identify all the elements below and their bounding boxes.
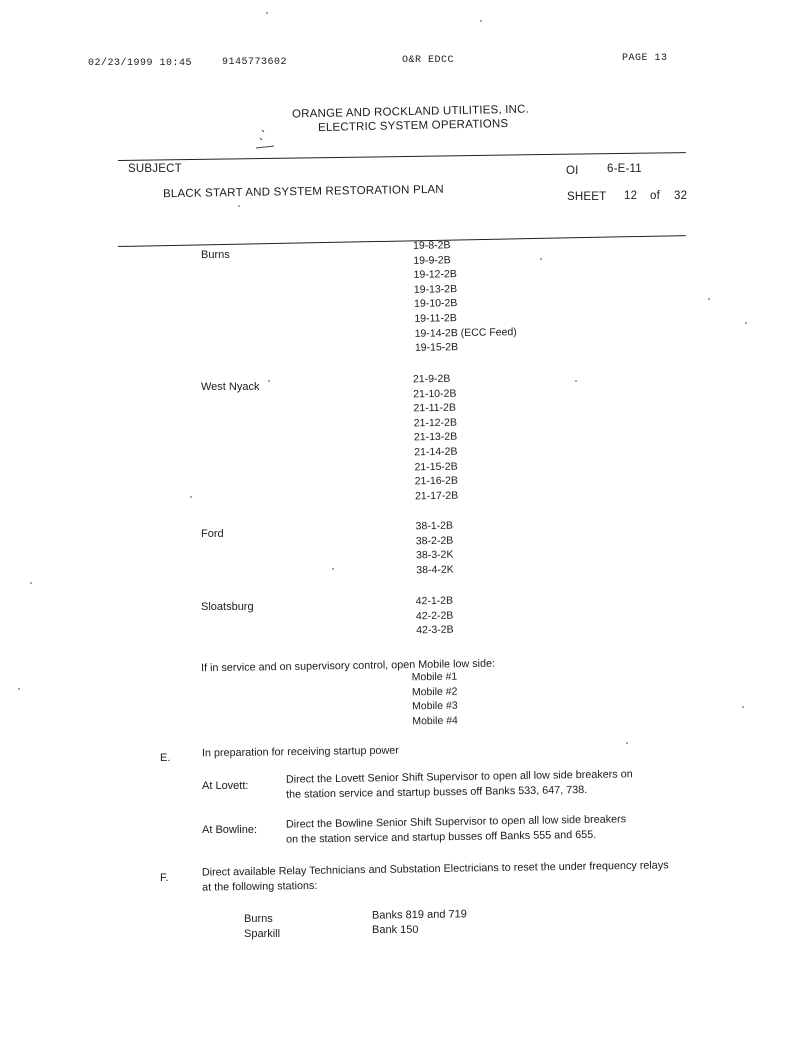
mobile-list	[412, 670, 458, 729]
scan-speck	[238, 205, 240, 207]
list-item: 19-9-2B	[413, 253, 451, 267]
fax-datetime: 02/23/1999 10:45	[88, 58, 193, 69]
list-item: 21-17-2B	[414, 489, 459, 503]
section-e-letter: E.	[160, 752, 171, 764]
scan-speck	[480, 20, 482, 22]
list-item: 21-11-2B	[413, 401, 457, 415]
scan-speck	[30, 582, 32, 584]
list-item: 38-3-2K	[416, 548, 454, 562]
section-f-station-sparkill: Sparkill	[244, 928, 281, 940]
scan-speck	[18, 688, 20, 690]
scan-speck	[575, 380, 577, 382]
list-item: Mobile #4	[412, 714, 458, 728]
station-name-sloatsburg: Sloatsburg	[201, 601, 254, 613]
scan-speck	[332, 568, 334, 570]
west-nyack-breaker-list	[413, 372, 458, 504]
sloatsburg-breaker-list	[416, 594, 454, 638]
list-item: 38-4-2K	[416, 563, 454, 577]
stray-mark-icon	[250, 126, 280, 152]
scan-speck	[708, 298, 710, 300]
doc-ref-value: 6-E-11	[607, 163, 642, 175]
sheet-number: 12	[624, 190, 638, 202]
scan-speck	[540, 258, 542, 260]
list-item: 42-3-2B	[416, 623, 454, 637]
list-item: 19-10-2B	[414, 297, 458, 311]
section-f-banks-sparkill: Bank 150	[372, 924, 419, 936]
scan-speck	[190, 496, 192, 498]
list-item: 21-9-2B	[412, 372, 451, 386]
section-e-bowline-label: At Bowline:	[202, 824, 258, 836]
list-item: 21-12-2B	[413, 416, 458, 430]
paragraph-line: the station service and startup busses off Banks 533, 647, 738.	[286, 783, 588, 801]
scan-speck	[268, 380, 270, 382]
list-item: Mobile #3	[412, 699, 458, 713]
station-name-ford: Ford	[201, 528, 224, 540]
list-item: Mobile #1	[411, 670, 458, 684]
list-item: 21-16-2B	[414, 474, 459, 488]
sheet-label: SHEET	[567, 191, 607, 203]
sheet-of-label: of	[650, 190, 660, 202]
section-f-station-burns: Burns	[244, 913, 273, 925]
station-name-west-nyack: West Nyack	[201, 381, 260, 393]
fax-department: O&R EDCC	[402, 55, 455, 66]
section-e-heading: In preparation for receiving startup power	[201, 744, 399, 760]
subject-label: SUBJECT	[128, 163, 182, 175]
section-e-lovett-text	[286, 767, 633, 802]
list-item: 19-11-2B	[414, 312, 457, 325]
list-item: 38-1-2B	[415, 519, 454, 533]
list-item: 38-2-2B	[415, 534, 454, 547]
section-f-text	[202, 858, 669, 895]
paragraph-line: on the station service and startup busses off Banks 555 and 655.	[286, 828, 597, 846]
paragraph-line: at the following stations:	[202, 879, 318, 894]
station-name-burns: Burns	[201, 249, 230, 261]
list-item: 21-13-2B	[413, 430, 458, 444]
ford-breaker-list	[415, 519, 453, 578]
section-f-letter: F.	[160, 872, 169, 884]
paragraph-line: Direct available Relay Technicians and Substation Electricians to reset the under frequency relays	[201, 859, 669, 879]
scan-speck	[745, 322, 747, 324]
subject-bottom-rule	[118, 235, 686, 247]
list-item: 21-15-2B	[414, 460, 458, 473]
list-item: 19-12-2B	[413, 268, 457, 282]
fax-page-number: PAGE 13	[622, 53, 668, 64]
paragraph-line: Direct the Bowline Senior Shift Supervisor to open all low side breakers	[285, 813, 627, 831]
department-name: ELECTRIC SYSTEM OPERATIONS	[317, 118, 509, 134]
list-item: 42-1-2B	[415, 594, 454, 608]
sheet-total: 32	[674, 190, 688, 202]
subject-top-rule	[118, 152, 686, 161]
section-e-lovett-label: At Lovett:	[202, 780, 249, 792]
list-item: 42-2-2B	[415, 609, 454, 622]
list-item: 21-14-2B	[414, 445, 458, 459]
section-f-banks-burns: Banks 819 and 719	[371, 908, 467, 922]
scan-speck	[742, 706, 744, 708]
burns-breaker-list	[413, 237, 517, 356]
scan-speck	[626, 742, 628, 744]
list-item: 19-8-2B	[413, 239, 451, 252]
list-item: 21-10-2B	[413, 387, 457, 400]
list-item: 19-14-2B (ECC Feed)	[414, 325, 517, 340]
list-item: 19-15-2B	[414, 341, 459, 355]
subject-title: BLACK START AND SYSTEM RESTORATION PLAN	[162, 183, 444, 201]
scan-speck	[266, 12, 268, 14]
company-name: ORANGE AND ROCKLAND UTILITIES, INC.	[291, 103, 530, 121]
mobile-instruction: If in service and on supervisory control, open Mobile low side:	[200, 657, 496, 675]
fax-phone: 9145773602	[222, 57, 288, 68]
list-item: 19-13-2B	[413, 282, 458, 296]
list-item: Mobile #2	[411, 685, 458, 698]
section-e-bowline-text	[286, 812, 627, 847]
paragraph-line: Direct the Lovett Senior Shift Supervisor to open all low side breakers on	[285, 768, 633, 786]
doc-ref-label: OI	[566, 165, 579, 177]
